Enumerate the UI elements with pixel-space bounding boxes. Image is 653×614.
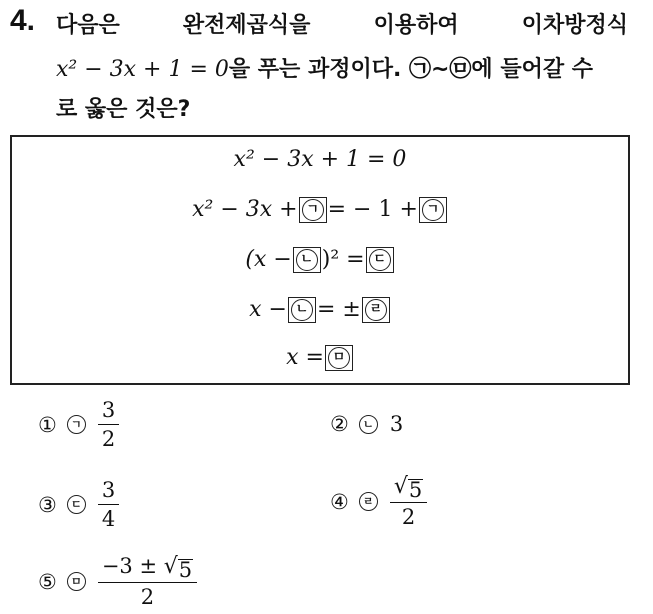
fraction-denominator: 2 <box>101 427 116 451</box>
solution-process-box <box>10 135 630 385</box>
blank-b <box>288 297 316 323</box>
step-3-left: (x − <box>245 247 292 272</box>
marker-a-icon: ㄱ <box>67 415 86 434</box>
fraction-denominator: 2 <box>140 585 155 609</box>
step-2-mid: = − 1 + <box>327 197 418 222</box>
marker-c-icon: ㄷ <box>369 249 391 271</box>
choice-5[interactable] <box>38 554 197 609</box>
numerator-prefix: −3 ± <box>101 554 158 578</box>
step-2-left: x² − 3x + <box>192 197 298 222</box>
marker-e-icon: ㅁ <box>328 347 350 369</box>
blank-a <box>419 197 447 223</box>
fraction-numerator: 3 <box>98 478 119 505</box>
marker-b-icon: ㄴ <box>296 249 318 271</box>
question-word: 이차방정식 <box>521 13 628 38</box>
choice-number: ④ <box>330 489 349 514</box>
sqrt-argument: 5 <box>178 558 193 582</box>
fraction-denominator: 2 <box>401 505 416 529</box>
fraction-denominator: 4 <box>101 507 116 531</box>
sqrt <box>164 556 193 580</box>
choice-number: ② <box>330 412 349 436</box>
choice-fraction <box>98 554 197 609</box>
question-line-2 <box>56 52 593 83</box>
choice-2[interactable] <box>330 412 403 436</box>
blank-c <box>366 247 394 273</box>
choice-1[interactable] <box>38 398 119 451</box>
blank-b <box>293 247 321 273</box>
blank-a <box>299 197 327 223</box>
step-4-mid: = ± <box>316 297 361 322</box>
step-1-equation: x² − 3x + 1 = 0 <box>233 147 407 172</box>
choice-number: ⑤ <box>38 569 57 594</box>
choice-3[interactable] <box>38 478 119 531</box>
marker-b-icon: ㄴ <box>359 415 378 434</box>
marker-c-icon: ㄷ <box>67 495 86 514</box>
choice-number: ③ <box>38 492 57 517</box>
sqrt <box>394 476 423 500</box>
question-text: 을 푸는 과정이다. ㉠~㉤에 들어갈 수 <box>228 57 594 82</box>
fraction-numerator <box>390 474 427 503</box>
choice-fraction <box>390 474 427 529</box>
marker-d-icon: ㄹ <box>359 492 378 511</box>
marker-b-icon: ㄴ <box>291 299 313 321</box>
lead-equation: x² − 3x + 1 = 0 <box>56 57 229 82</box>
step-5 <box>12 345 628 371</box>
radical-sign: √ <box>163 554 178 579</box>
choice-fraction <box>98 478 119 531</box>
fraction-numerator <box>98 554 197 583</box>
marker-d-icon: ㄹ <box>365 299 387 321</box>
sqrt-argument: 5 <box>408 478 423 502</box>
step-4-left: x − <box>249 297 287 322</box>
blank-e <box>325 345 353 371</box>
marker-a-icon: ㄱ <box>422 199 444 221</box>
choice-value: 3 <box>389 412 404 436</box>
radical-sign: √ <box>393 474 408 499</box>
step-1 <box>12 147 628 172</box>
question-word: 다음은 <box>56 13 120 38</box>
marker-e-icon: ㅁ <box>67 572 86 591</box>
step-5-left: x = <box>286 345 324 370</box>
blank-d <box>362 297 390 323</box>
step-2 <box>12 197 628 223</box>
choice-fraction <box>98 398 119 451</box>
question-word: 완전제곱식을 <box>182 13 311 38</box>
step-4 <box>12 297 628 323</box>
step-3-mid: )² = <box>321 247 365 272</box>
fraction-numerator: 3 <box>98 398 119 425</box>
question-line-3: 로 옳은 것은? <box>56 97 191 122</box>
choice-number: ① <box>38 412 57 437</box>
marker-a-icon: ㄱ <box>302 199 324 221</box>
step-3 <box>12 247 628 273</box>
choice-4[interactable] <box>330 474 427 529</box>
question-line-1 <box>56 8 628 39</box>
question-number: 4. <box>10 4 36 37</box>
question-word: 이용하여 <box>373 13 459 38</box>
